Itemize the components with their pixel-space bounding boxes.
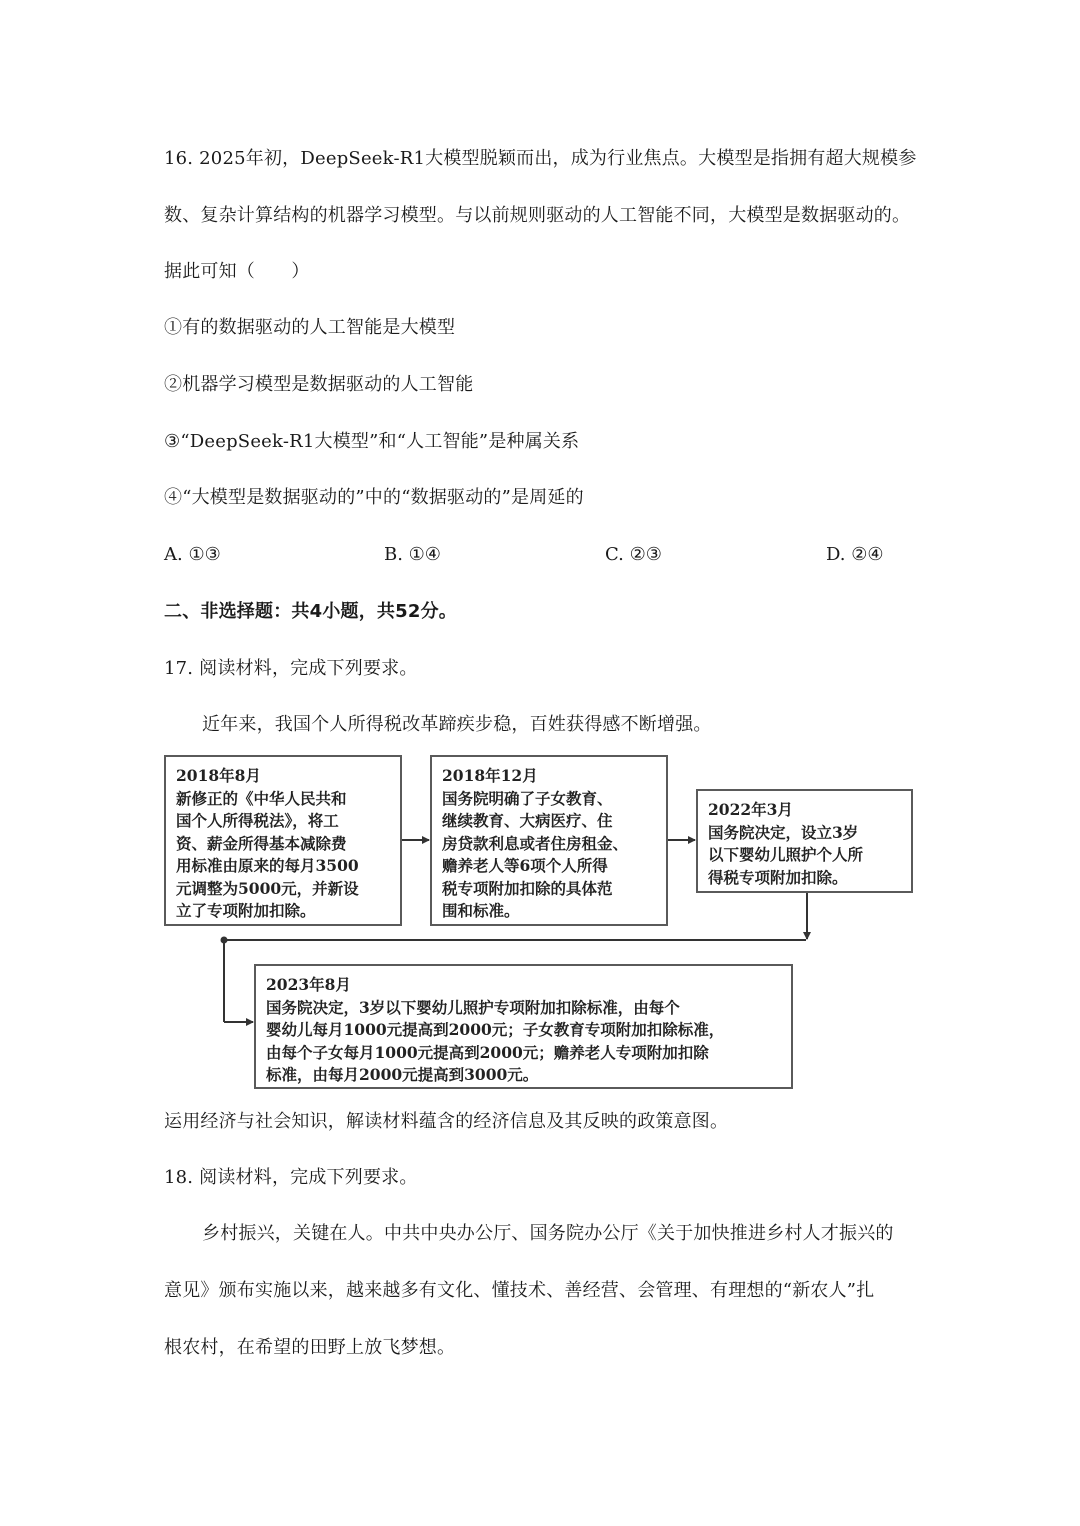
q16-statement-2: ②机器学习模型是数据驱动的人工智能 — [164, 374, 474, 395]
flow-box-line: 房贷款利息或者住房租金、 — [442, 833, 629, 853]
flow-box-2018-12 — [430, 755, 668, 926]
q17-intro: 近年来，我国个人所得税改革蹄疾步稳，百姓获得感不断增强。 — [202, 714, 712, 735]
flow-box-line: 婴幼儿每月1000元提高到2000元；子女教育专项附加扣除标准， — [266, 1020, 725, 1039]
flow-box-line: 由每个子女每月1000元提高到2000元；赡养老人专项附加扣除 — [266, 1042, 709, 1062]
flow-box-date: 2018年12月 — [442, 766, 538, 785]
flow-box-line: 国务院决定，设立3岁 — [708, 822, 859, 842]
flow-box-2022-03 — [696, 789, 913, 893]
flow-box-line: 继续教育、大病医疗、住 — [442, 811, 613, 830]
flow-box-line: 国务院明确了子女教育、 — [442, 788, 613, 808]
flow-box-line: 立了专项附加扣除。 — [176, 901, 316, 920]
flow-box-line: 用标准由原来的每月3500 — [176, 856, 359, 875]
flow-box-date: 2022年3月 — [708, 800, 793, 819]
q16-statement-3: ③“DeepSeek-R1大模型”和“人工智能”是种属关系 — [164, 431, 580, 452]
q16-statement-1: ①有的数据驱动的人工智能是大模型 — [164, 317, 456, 338]
flow-box-line: 赡养老人等6项个人所得 — [442, 856, 608, 875]
q16-statement-4: ④“大模型是数据驱动的”中的“数据驱动的”是周延的 — [164, 487, 584, 508]
q17-question: 运用经济与社会知识，解读材料蕴含的经济信息及其反映的政策意图。 — [164, 1111, 729, 1132]
flow-box-date: 2023年8月 — [266, 975, 351, 994]
q18-para-line2: 意见》颁布实施以来，越来越多有文化、懂技术、善经营、会管理、有理想的“新农人”扎 — [164, 1280, 875, 1301]
q16-option-d[interactable]: D. ②④ — [826, 544, 884, 565]
flow-box-line: 税专项附加扣除的具体范 — [442, 878, 613, 898]
q18-para-line1: 乡村振兴，关键在人。中共中央办公厅、国务院办公厅《关于加快推进乡村人才振兴的 — [202, 1223, 894, 1244]
q16-option-b[interactable]: B. ①④ — [384, 544, 441, 565]
q16-option-a[interactable]: A. ①③ — [164, 544, 221, 565]
q16-stem-line2: 数、复杂计算结构的机器学习模型。与以前规则驱动的人工智能不同，大模型是数据驱动的。 — [164, 205, 911, 226]
flow-box-line: 资、薪金所得基本减除费 — [176, 833, 347, 853]
flow-box-line: 新修正的《中华人民共和 — [176, 788, 347, 808]
flow-box-date: 2018年8月 — [176, 766, 261, 785]
flow-box-line: 以下婴幼儿照护个人所 — [708, 845, 864, 864]
flow-box-2018-08 — [164, 755, 402, 926]
flow-box-line: 国个人所得税法》，将工 — [176, 811, 339, 830]
q16-stem-line1: 16. 2025年初，DeepSeek-R1大模型脱颖而出，成为行业焦点。大模型是指拥有超大规模参 — [164, 148, 917, 169]
q16-stem-line3: 据此可知（ ） — [164, 261, 310, 282]
q16-option-c[interactable]: C. ②③ — [605, 544, 662, 565]
flow-box-line: 国务院决定，3岁以下婴幼儿照护专项附加扣除标准，由每个 — [266, 997, 680, 1017]
q18-stem: 18. 阅读材料，完成下列要求。 — [164, 1167, 418, 1188]
flow-box-2023-08 — [254, 964, 793, 1089]
flow-box-line: 元调整为5000元，并新设 — [176, 878, 359, 898]
section2-title: 二、非选择题：共4小题，共52分。 — [164, 601, 457, 622]
flow-box-line: 围和标准。 — [442, 901, 520, 920]
q18-para-line3: 根农村，在希望的田野上放飞梦想。 — [164, 1337, 456, 1358]
flow-box-line: 得税专项附加扣除。 — [708, 867, 848, 887]
q17-stem: 17. 阅读材料，完成下列要求。 — [164, 658, 418, 679]
flow-box-line: 标准，由每月2000元提高到3000元。 — [266, 1065, 539, 1084]
